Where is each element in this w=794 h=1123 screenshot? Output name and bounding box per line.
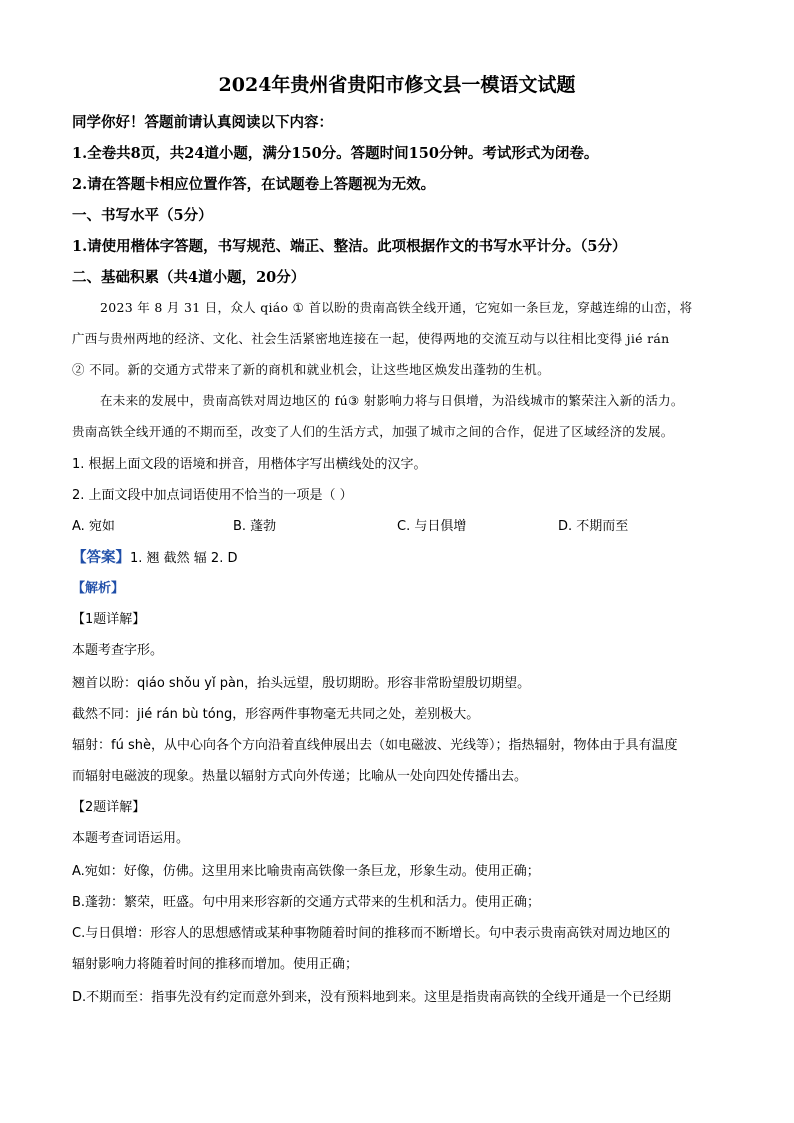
section-1-heading: 一、书写水平（5分）	[72, 207, 213, 224]
analysis-sub2-intro: 本题考查词语运用。	[72, 831, 190, 846]
analysis-sub1-line2: 截然不同：jié rán bù tóng，形容两件事物毫无共同之处，差别极大。	[72, 707, 480, 722]
passage-p1-line2: 广西与贵州两地的经济、文化、社会生活紧密地连接在一起，使得两地的交流互动与以往相比变得 jié rán	[72, 331, 670, 346]
option-b: B. 蓬勃	[233, 519, 277, 534]
analysis-sub1-line4: 而辐射电磁波的现象。热量以辐射方式向外传递；比喻从一处向四处传播出去。	[72, 769, 528, 784]
section-1-question: 1.请使用楷体字答题，书写规范、端正、整洁。此项根据作文的书写水平计分。（5分）	[72, 238, 627, 255]
analysis-label: 【解析】	[72, 581, 125, 596]
analysis-sub2-d: D.不期而至：指事先没有约定而意外到来，没有预料地到来。这里是指贵南高铁的全线开通是一个已经期	[72, 990, 672, 1005]
analysis-sub2-label: 【2题详解】	[72, 800, 146, 815]
analysis-sub2-a: A.宛如：好像，仿佛。这里用来比喻贵南高铁像一条巨龙，形象生动。使用正确；	[72, 864, 540, 879]
option-a: A. 宛如	[72, 519, 115, 534]
question-1: 1. 根据上面文段的语境和拼音，用楷体字写出横线处的汉字。	[72, 457, 427, 472]
analysis-sub1-line3: 辐射：fú shè，从中心向各个方向沿着直线伸展出去（如电磁波、光线等）；指热辐射，物体由于具有温度	[72, 738, 678, 753]
analysis-sub2-b: B.蓬勃：繁荣，旺盛。句中用来形容新的交通方式带来的生机和活力。使用正确；	[72, 895, 541, 910]
exam-title: 2024年贵州省贵阳市修文县一模语文试题	[218, 74, 576, 96]
answer-text: 1. 翘 截然 辐 2. D	[130, 551, 238, 566]
analysis-sub2-c1: C.与日俱增：形容人的思想感情或某种事物随着时间的推移而不断增长。句中表示贵南高铁对周边地区的	[72, 926, 671, 941]
passage-p1-line1: 2023 年 8 月 31 日，众人 qiáo ① 首以盼的贵南高铁全线开通，它宛如一条巨龙，穿越连绵的山峦，将	[100, 300, 693, 315]
intro-rule-2: 2.请在答题卡相应位置作答，在试题卷上答题视为无效。	[72, 176, 436, 193]
section-2-heading: 二、基础积累（共4道小题，20分）	[72, 269, 306, 286]
question-2: 2. 上面文段中加点词语使用不恰当的一项是（ ）	[72, 488, 353, 503]
option-c: C. 与日俱增	[397, 519, 467, 534]
analysis-sub1-line1: 翘首以盼：qiáo shǒu yǐ pàn，抬头远望，殷切期盼。形容非常盼望殷切期望。	[72, 676, 531, 691]
intro-greeting: 同学你好！答题前请认真阅读以下内容：	[72, 114, 333, 131]
passage-p2-line2: 贵南高铁全线开通的不期而至，改变了人们的生活方式，加强了城市之间的合作，促进了区域经济的发展。	[72, 424, 674, 439]
passage-p2-line1: 在未来的发展中，贵南高铁对周边地区的 fú③ 射影响力将与日俱增，为沿线城市的繁荣注入新的活力。	[100, 393, 684, 408]
analysis-sub1-label: 【1题详解】	[72, 612, 146, 627]
answer-row	[72, 546, 237, 567]
intro-rule-1: 1.全卷共8页，共24道小题，满分150分。答题时间150分钟。考试形式为闭卷。	[72, 145, 599, 162]
answer-label: 【答案】	[72, 549, 130, 566]
passage-p1-line3: ② 不同。新的交通方式带来了新的商机和就业机会，让这些地区焕发出蓬勃的生机。	[72, 362, 550, 377]
option-d: D. 不期而至	[558, 519, 629, 534]
analysis-sub2-c2: 辐射影响力将随着时间的推移而增加。使用正确；	[72, 957, 359, 972]
analysis-sub1-intro: 本题考查字形。	[72, 643, 164, 658]
